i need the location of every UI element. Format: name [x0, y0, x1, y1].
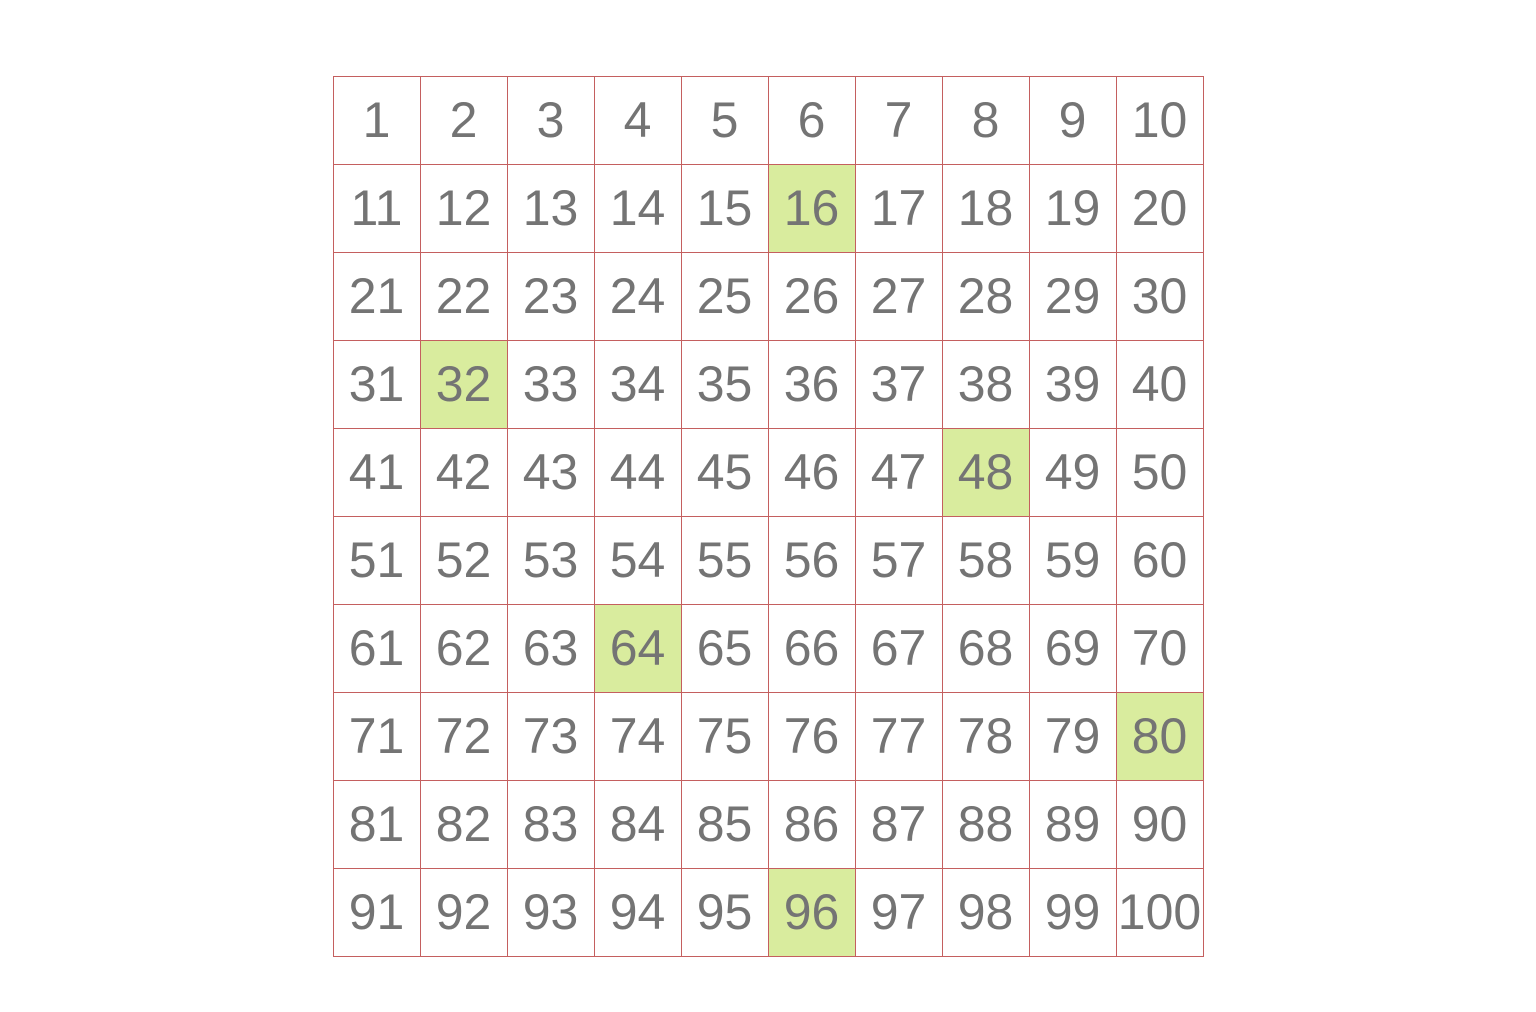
grid-cell-40[interactable]: 40 — [1116, 341, 1203, 429]
grid-cell-74[interactable]: 74 — [594, 693, 681, 781]
grid-cell-61[interactable]: 61 — [333, 605, 420, 693]
grid-cell-30[interactable]: 30 — [1116, 253, 1203, 341]
grid-cell-35[interactable]: 35 — [681, 341, 768, 429]
grid-row — [333, 341, 1203, 429]
grid-cell-76[interactable]: 76 — [768, 693, 855, 781]
hundred-chart-table — [333, 76, 1204, 957]
grid-cell-69[interactable]: 69 — [1029, 605, 1116, 693]
grid-cell-98[interactable]: 98 — [942, 869, 1029, 957]
grid-cell-6[interactable]: 6 — [768, 77, 855, 165]
grid-cell-70[interactable]: 70 — [1116, 605, 1203, 693]
grid-cell-36[interactable]: 36 — [768, 341, 855, 429]
grid-cell-8[interactable]: 8 — [942, 77, 1029, 165]
grid-cell-79[interactable]: 79 — [1029, 693, 1116, 781]
grid-cell-66[interactable]: 66 — [768, 605, 855, 693]
grid-cell-87[interactable]: 87 — [855, 781, 942, 869]
grid-cell-19[interactable]: 19 — [1029, 165, 1116, 253]
grid-cell-63[interactable]: 63 — [507, 605, 594, 693]
grid-cell-3[interactable]: 3 — [507, 77, 594, 165]
grid-cell-52[interactable]: 52 — [420, 517, 507, 605]
hundred-chart-body — [333, 77, 1203, 957]
grid-cell-100[interactable]: 100 — [1116, 869, 1203, 957]
grid-cell-26[interactable]: 26 — [768, 253, 855, 341]
grid-cell-50[interactable]: 50 — [1116, 429, 1203, 517]
grid-cell-64[interactable]: 64 — [594, 605, 681, 693]
grid-cell-78[interactable]: 78 — [942, 693, 1029, 781]
grid-row — [333, 77, 1203, 165]
grid-cell-77[interactable]: 77 — [855, 693, 942, 781]
grid-cell-80[interactable]: 80 — [1116, 693, 1203, 781]
grid-cell-65[interactable]: 65 — [681, 605, 768, 693]
grid-cell-29[interactable]: 29 — [1029, 253, 1116, 341]
grid-cell-92[interactable]: 92 — [420, 869, 507, 957]
grid-cell-67[interactable]: 67 — [855, 605, 942, 693]
grid-cell-31[interactable]: 31 — [333, 341, 420, 429]
grid-cell-89[interactable]: 89 — [1029, 781, 1116, 869]
grid-cell-9[interactable]: 9 — [1029, 77, 1116, 165]
grid-cell-84[interactable]: 84 — [594, 781, 681, 869]
grid-cell-43[interactable]: 43 — [507, 429, 594, 517]
grid-cell-37[interactable]: 37 — [855, 341, 942, 429]
grid-cell-13[interactable]: 13 — [507, 165, 594, 253]
grid-row — [333, 253, 1203, 341]
grid-row — [333, 693, 1203, 781]
grid-cell-72[interactable]: 72 — [420, 693, 507, 781]
grid-cell-85[interactable]: 85 — [681, 781, 768, 869]
grid-cell-41[interactable]: 41 — [333, 429, 420, 517]
grid-cell-2[interactable]: 2 — [420, 77, 507, 165]
grid-cell-25[interactable]: 25 — [681, 253, 768, 341]
grid-cell-32[interactable]: 32 — [420, 341, 507, 429]
grid-cell-27[interactable]: 27 — [855, 253, 942, 341]
grid-cell-22[interactable]: 22 — [420, 253, 507, 341]
grid-cell-81[interactable]: 81 — [333, 781, 420, 869]
grid-cell-95[interactable]: 95 — [681, 869, 768, 957]
grid-cell-90[interactable]: 90 — [1116, 781, 1203, 869]
grid-cell-99[interactable]: 99 — [1029, 869, 1116, 957]
grid-cell-42[interactable]: 42 — [420, 429, 507, 517]
grid-cell-62[interactable]: 62 — [420, 605, 507, 693]
grid-cell-83[interactable]: 83 — [507, 781, 594, 869]
grid-cell-57[interactable]: 57 — [855, 517, 942, 605]
grid-cell-23[interactable]: 23 — [507, 253, 594, 341]
grid-cell-16[interactable]: 16 — [768, 165, 855, 253]
grid-cell-12[interactable]: 12 — [420, 165, 507, 253]
grid-cell-56[interactable]: 56 — [768, 517, 855, 605]
grid-cell-71[interactable]: 71 — [333, 693, 420, 781]
grid-cell-55[interactable]: 55 — [681, 517, 768, 605]
grid-cell-18[interactable]: 18 — [942, 165, 1029, 253]
grid-cell-68[interactable]: 68 — [942, 605, 1029, 693]
grid-cell-33[interactable]: 33 — [507, 341, 594, 429]
grid-cell-93[interactable]: 93 — [507, 869, 594, 957]
grid-cell-94[interactable]: 94 — [594, 869, 681, 957]
grid-cell-7[interactable]: 7 — [855, 77, 942, 165]
grid-row — [333, 429, 1203, 517]
grid-cell-46[interactable]: 46 — [768, 429, 855, 517]
grid-cell-53[interactable]: 53 — [507, 517, 594, 605]
grid-cell-11[interactable]: 11 — [333, 165, 420, 253]
grid-cell-49[interactable]: 49 — [1029, 429, 1116, 517]
grid-cell-91[interactable]: 91 — [333, 869, 420, 957]
grid-cell-59[interactable]: 59 — [1029, 517, 1116, 605]
grid-cell-48[interactable]: 48 — [942, 429, 1029, 517]
grid-cell-4[interactable]: 4 — [594, 77, 681, 165]
grid-cell-17[interactable]: 17 — [855, 165, 942, 253]
grid-cell-34[interactable]: 34 — [594, 341, 681, 429]
grid-cell-86[interactable]: 86 — [768, 781, 855, 869]
grid-cell-38[interactable]: 38 — [942, 341, 1029, 429]
grid-cell-24[interactable]: 24 — [594, 253, 681, 341]
grid-cell-45[interactable]: 45 — [681, 429, 768, 517]
grid-cell-82[interactable]: 82 — [420, 781, 507, 869]
grid-cell-5[interactable]: 5 — [681, 77, 768, 165]
grid-cell-73[interactable]: 73 — [507, 693, 594, 781]
grid-cell-14[interactable]: 14 — [594, 165, 681, 253]
grid-row — [333, 517, 1203, 605]
grid-row — [333, 605, 1203, 693]
grid-cell-39[interactable]: 39 — [1029, 341, 1116, 429]
grid-cell-15[interactable]: 15 — [681, 165, 768, 253]
grid-cell-58[interactable]: 58 — [942, 517, 1029, 605]
grid-cell-47[interactable]: 47 — [855, 429, 942, 517]
grid-cell-10[interactable]: 10 — [1116, 77, 1203, 165]
grid-cell-20[interactable]: 20 — [1116, 165, 1203, 253]
grid-cell-60[interactable]: 60 — [1116, 517, 1203, 605]
grid-cell-88[interactable]: 88 — [942, 781, 1029, 869]
grid-row — [333, 869, 1203, 957]
grid-cell-44[interactable]: 44 — [594, 429, 681, 517]
grid-cell-28[interactable]: 28 — [942, 253, 1029, 341]
grid-cell-54[interactable]: 54 — [594, 517, 681, 605]
grid-cell-75[interactable]: 75 — [681, 693, 768, 781]
grid-row — [333, 165, 1203, 253]
grid-cell-96[interactable]: 96 — [768, 869, 855, 957]
grid-cell-97[interactable]: 97 — [855, 869, 942, 957]
grid-cell-51[interactable]: 51 — [333, 517, 420, 605]
grid-row — [333, 781, 1203, 869]
grid-cell-21[interactable]: 21 — [333, 253, 420, 341]
grid-cell-1[interactable]: 1 — [333, 77, 420, 165]
